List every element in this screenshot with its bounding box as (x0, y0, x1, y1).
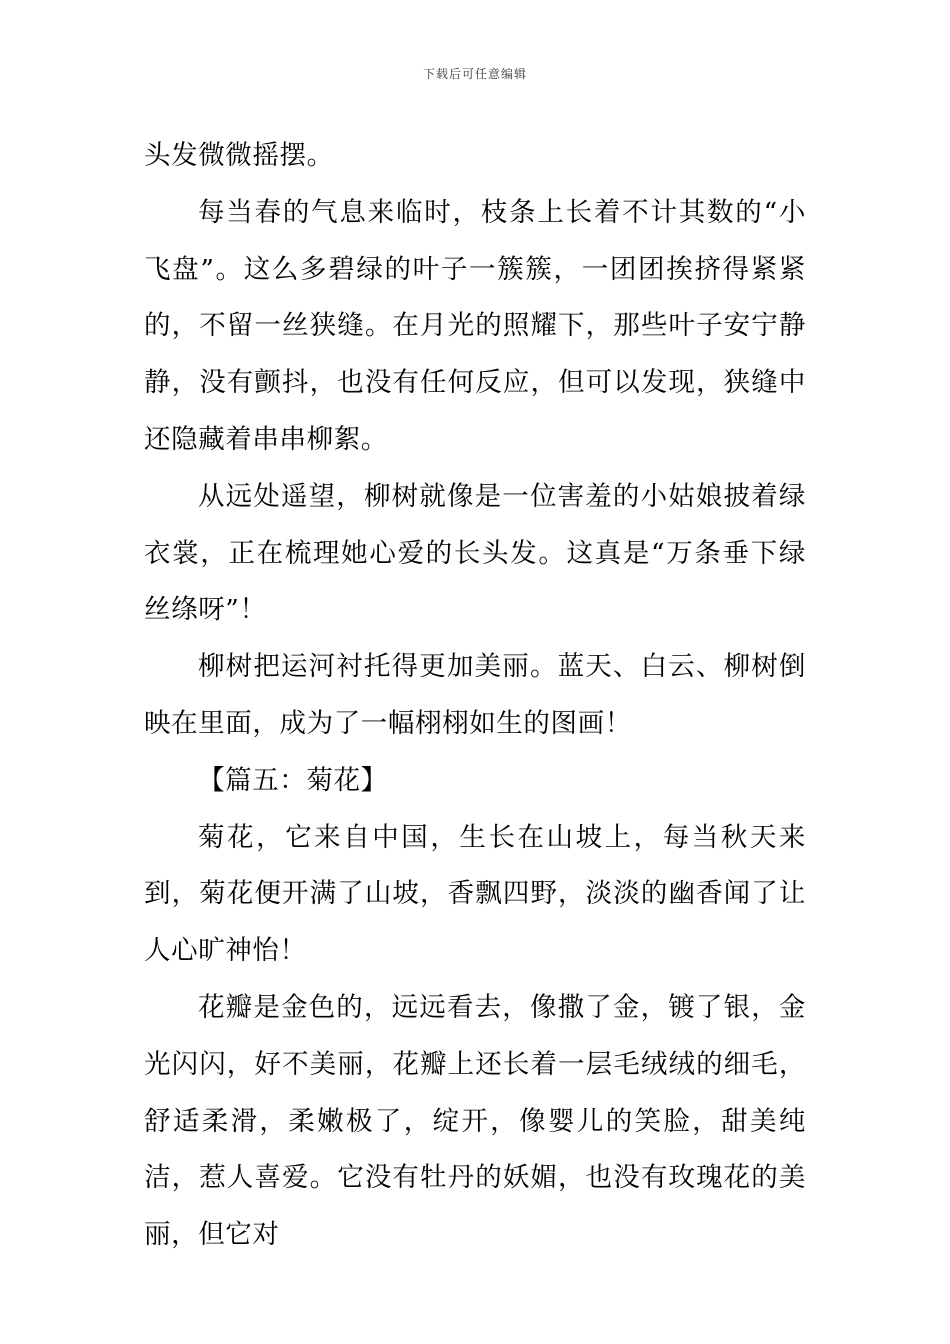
page-header: 下载后可任意编辑 (422, 67, 527, 81)
paragraph-3: 从远处遥望，柳树就像是一位害羞的小姑娘披着绿衣裳，正在梳理她心爱的长头发。这真是“万条垂下绿丝绦呀”！ (144, 480, 806, 626)
paragraph-4: 柳树把运河衬托得更加美丽。蓝天、白云、柳树倒映在里面，成为了一幅栩栩如生的图画！ (144, 651, 806, 739)
paragraph-1: 头发微微摇摆。 (144, 140, 334, 171)
paragraph-6: 花瓣是金色的，远远看去，像撒了金，镀了银，金光闪闪，好不美丽，花瓣上还长着一层毛绒绒的细毛，舒适柔滑，柔嫩极了，绽开，像婴儿的笑脸，甜美纯洁，惹人喜爱。它没有牡丹的妖媚，也没有玫瑰花的美丽，但它对 (144, 991, 806, 1251)
paragraph-2: 每当春的气息来临时，枝条上长着不计其数的“小飞盘”。这么多碧绿的叶子一簇簇，一团团挨挤得紧紧的，不留一丝狭缝。在月光的照耀下，那些叶子安宁静静，没有颤抖，也没有任何反应，但可以发现，狭缝中还隐藏着串串柳絮。 (144, 196, 806, 455)
section-heading: 【篇五：菊花】 (198, 764, 388, 796)
document-body (144, 128, 806, 1264)
paragraph-5: 菊花，它来自中国，生长在山坡上，每当秋天来到，菊花便开满了山坡，香飘四野，淡淡的幽香闻了让人心旷神怡！ (144, 821, 806, 967)
